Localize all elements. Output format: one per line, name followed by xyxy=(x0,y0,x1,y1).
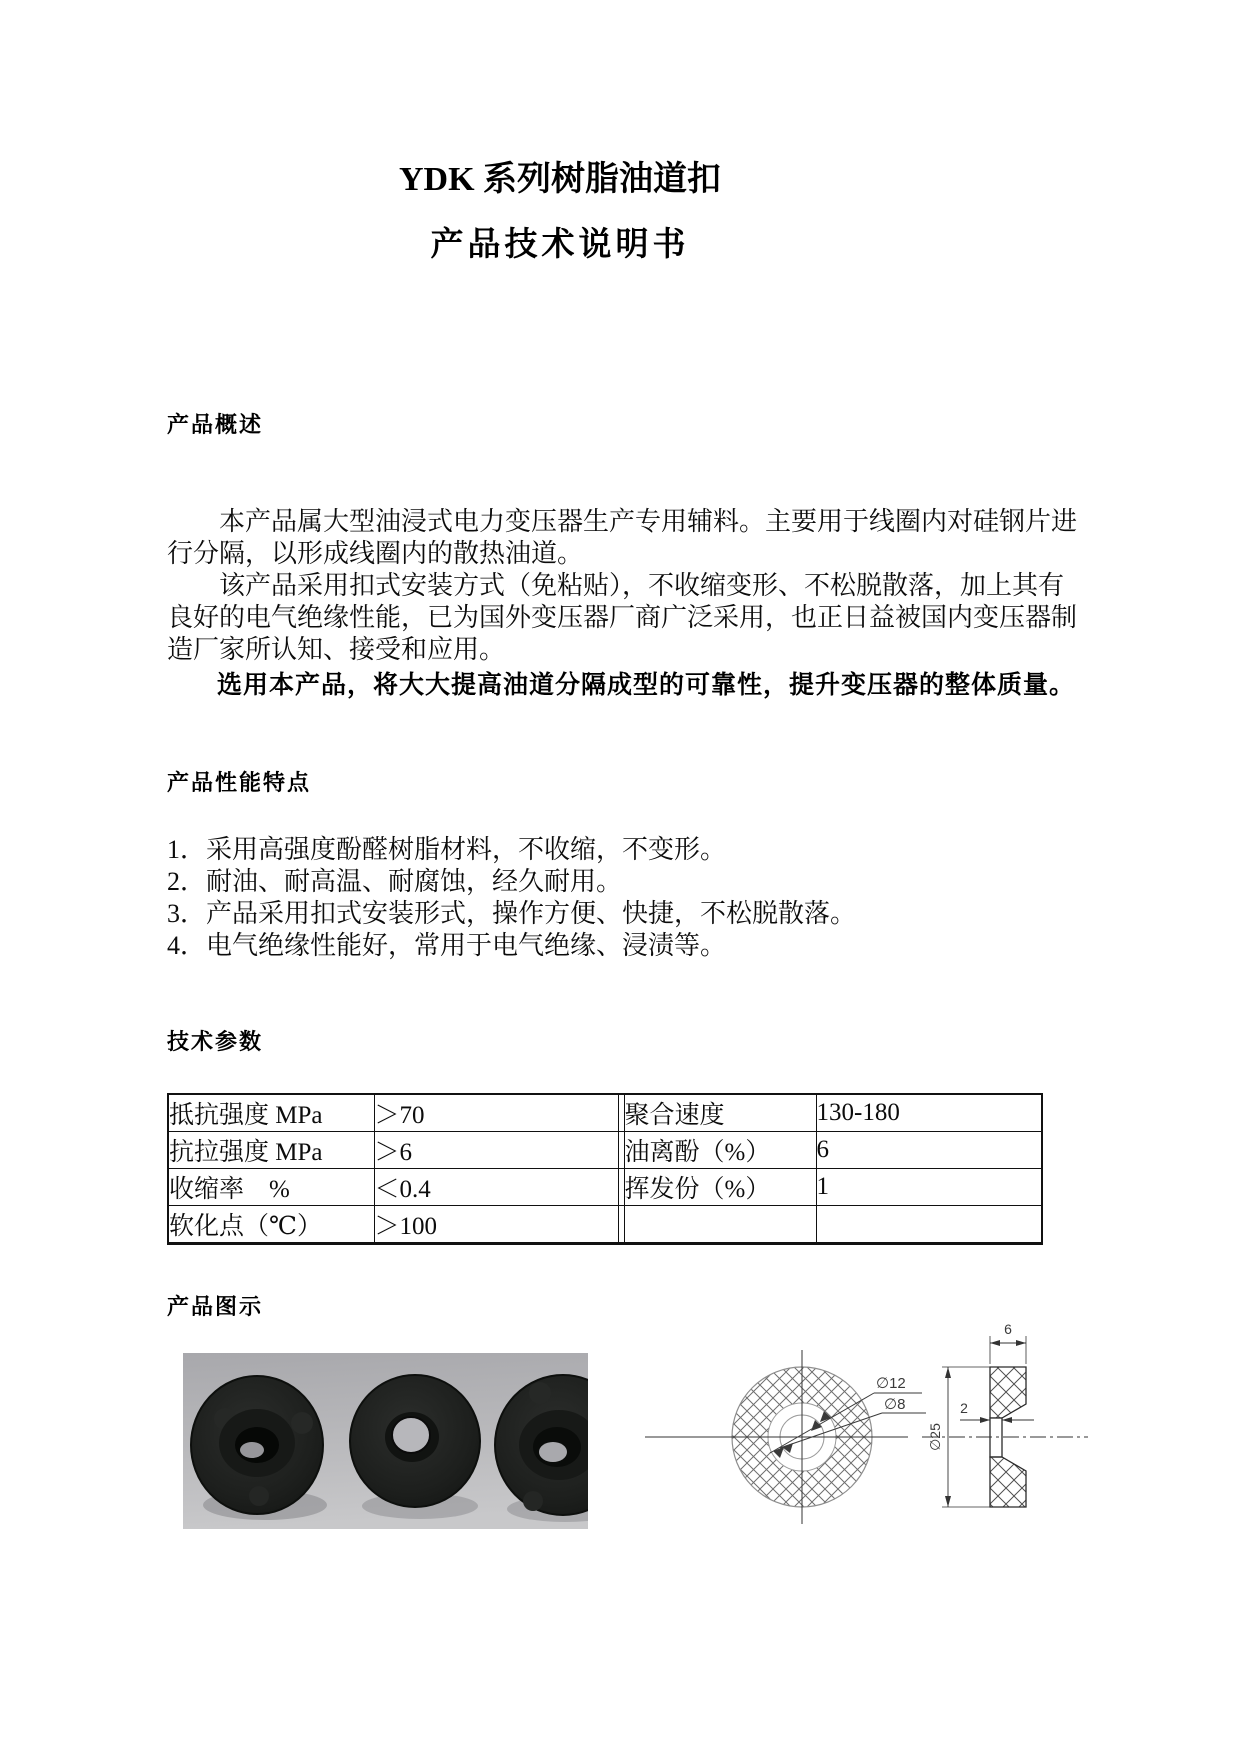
overview-paragraph-line: 该产品采用扣式安装方式（免粘贴），不收缩变形、不松脱散落，加上其有 xyxy=(219,571,1065,600)
table-row xyxy=(168,1094,1042,1132)
dim-thickness xyxy=(990,1321,1026,1364)
overview-paragraph-line: 造厂家所认知、接受和应用。 xyxy=(167,635,506,664)
param-value: ＞6 xyxy=(374,1132,618,1169)
section-heading-overview: 产品概述 xyxy=(167,412,264,437)
washers-photo-graphic xyxy=(183,1353,588,1529)
param-label: 油离酚（%） xyxy=(624,1132,816,1169)
param-label: 软化点（℃） xyxy=(168,1206,374,1244)
section-heading-parameters: 技术参数 xyxy=(167,1029,264,1054)
table-row xyxy=(168,1206,1042,1244)
param-value: 6 xyxy=(816,1132,1042,1169)
dim-label-dia12: ∅12 xyxy=(876,1375,906,1392)
param-label: 挥发份（%） xyxy=(624,1169,816,1206)
param-label: 抗拉强度 MPa xyxy=(168,1132,374,1169)
overview-highlight-line: 选用本产品，将大大提高油道分隔成型的可靠性，提升变压器的整体质量。 xyxy=(217,671,1076,699)
dim-label-web: 2 xyxy=(960,1400,968,1416)
feature-item: 2．耐油、耐高温、耐腐蚀，经久耐用。 xyxy=(167,867,623,896)
feature-item: 1．采用高强度酚醛树脂材料，不收缩，不变形。 xyxy=(167,835,727,864)
overview-paragraph-line: 行分隔，以形成线圈内的散热油道。 xyxy=(167,539,584,568)
page-title-line2: 产品技术说明书 xyxy=(430,227,690,263)
dim-label-thickness: 6 xyxy=(1004,1321,1012,1337)
params-table xyxy=(167,1093,1043,1245)
param-label xyxy=(624,1206,816,1244)
technical-drawing xyxy=(630,1320,1100,1550)
overview-paragraph-line: 本产品属大型油浸式电力变压器生产专用辅料。主要用于线圈内对硅钢片进 xyxy=(219,507,1078,536)
param-label: 聚合速度 xyxy=(624,1094,816,1132)
front-view xyxy=(645,1350,926,1524)
param-value xyxy=(816,1206,1042,1244)
feature-item: 3．产品采用扣式安装形式，操作方便、快捷，不松脱散落。 xyxy=(167,899,857,928)
param-value: 130-180 xyxy=(816,1094,1042,1132)
section-heading-illustration: 产品图示 xyxy=(167,1294,264,1319)
drawing-graphic xyxy=(630,1320,1100,1550)
feature-item: 4．电气绝缘性能好，常用于电气绝缘、浸渍等。 xyxy=(167,931,727,960)
table-row xyxy=(168,1169,1042,1206)
param-value: ＞100 xyxy=(374,1206,618,1244)
param-label: 抵抗强度 MPa xyxy=(168,1094,374,1132)
page-title-line1: YDK 系列树脂油道扣 xyxy=(398,161,722,198)
overview-paragraph-line: 良好的电气绝缘性能，已为国外变压器厂商广泛采用，也正日益被国内变压器制 xyxy=(167,603,1078,632)
dim-label-dia25: ∅25 xyxy=(927,1423,943,1451)
section-heading-features: 产品性能特点 xyxy=(167,770,312,795)
section-view xyxy=(922,1321,1088,1507)
table-row xyxy=(168,1132,1042,1169)
dim-label-dia8: ∅8 xyxy=(884,1396,906,1413)
product-photo xyxy=(183,1353,588,1529)
param-value: ＜0.4 xyxy=(374,1169,618,1206)
param-label: 收缩率 % xyxy=(168,1169,374,1206)
param-value: 1 xyxy=(816,1169,1042,1206)
param-value: ＞70 xyxy=(374,1094,618,1132)
